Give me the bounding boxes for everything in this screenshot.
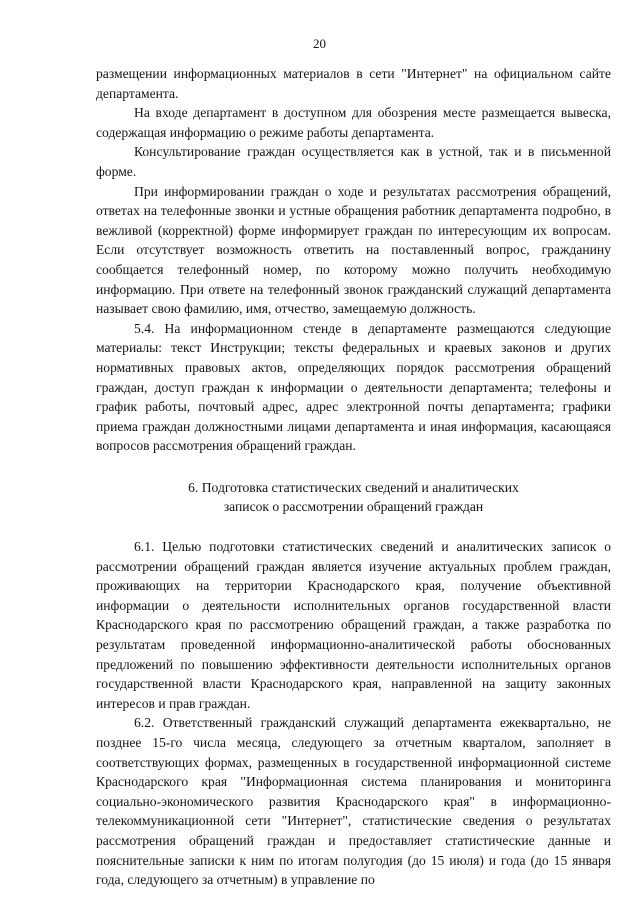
section-heading (96, 478, 611, 517)
section-heading-line-1: 6. Подготовка статистических сведений и аналитических (188, 479, 519, 495)
paragraph-informing: При информировании граждан о ходе и результатах рассмотрения обращений, ответах на телефонные звонки и устные обращения работник департамента подробно, в вежливой (корректной) форме информирует граждан по интересующим их вопросам. Если отсутствует возможность ответить на поставленный вопрос, гражданину сообщается телефонный номер, по которому можно получить необходимую информацию. При ответе на телефонный звонок гражданский служащий департамента называет свою фамилию, имя, отчество, замещаемую должность. (96, 183, 611, 317)
paragraph-continuation: размещении информационных материалов в сети "Интернет" на официальном сайте департамента. (96, 66, 611, 101)
paragraph-5-4: 5.4. На информационном стенде в департаменте размещаются следующие материалы: текст Инструкции; тексты федеральных и краевых законов и других нормативных правовых актов, определяющих порядок рассмотрения обращений граждан, доступ граждан к информации о деятельности департамента; телефоны и график работы, почтовый адрес, адрес электронной почты департамента; графики приема граждан должностными лицами департамента и иная информация, касающаяся вопросов рассмотрения обращений граждан. (96, 320, 611, 454)
paragraph-signage: На входе департамент в доступном для обозрения месте размещается вывеска, содержащая информацию о режиме работы департамента. (96, 105, 611, 140)
paragraph-6-2: 6.2. Ответственный гражданский служащий департамента ежеквартально, не позднее 15-го числа месяца, следующего за отчетным кварталом, заполняет в соответствующих формах, размещенных в государственной информационной системе Краснодарского края "Информационная система планирования и мониторинга социально-экономического развития Краснодарского края" в информационно-телекоммуникационной сети "Интернет", статистические сведения о результатах рассмотрения обращений граждан и предоставляет статистические данные и пояснительные записки к ним по итогам полугодия (до 15 июля) и года (до 15 января года, следующего за отчетным) в управление по (96, 715, 611, 888)
document-body (96, 64, 611, 890)
section-heading-line-2: записок о рассмотрении обращений граждан (223, 499, 484, 515)
paragraph-6-1: 6.1. Целью подготовки статистических сведений и аналитических записок о рассмотрении обращений граждан является изучение актуальных проблем граждан, проживающих на территории Краснодарского края, получение объективной информации о деятельности исполнительных органов государственной власти Краснодарского края по рассмотрению обращений граждан, а также разработка по результатам проведенной информационно-аналитической работы обоснованных предложений по повышению эффективности деятельности исполнительных органов государственной власти Краснодарского края, направленной на защиту законных интересов и прав граждан. (96, 539, 611, 711)
paragraph-consulting: Консультирование граждан осуществляется как в устной, так и в письменной форме. (96, 144, 611, 179)
page-number: 20 (313, 36, 326, 51)
